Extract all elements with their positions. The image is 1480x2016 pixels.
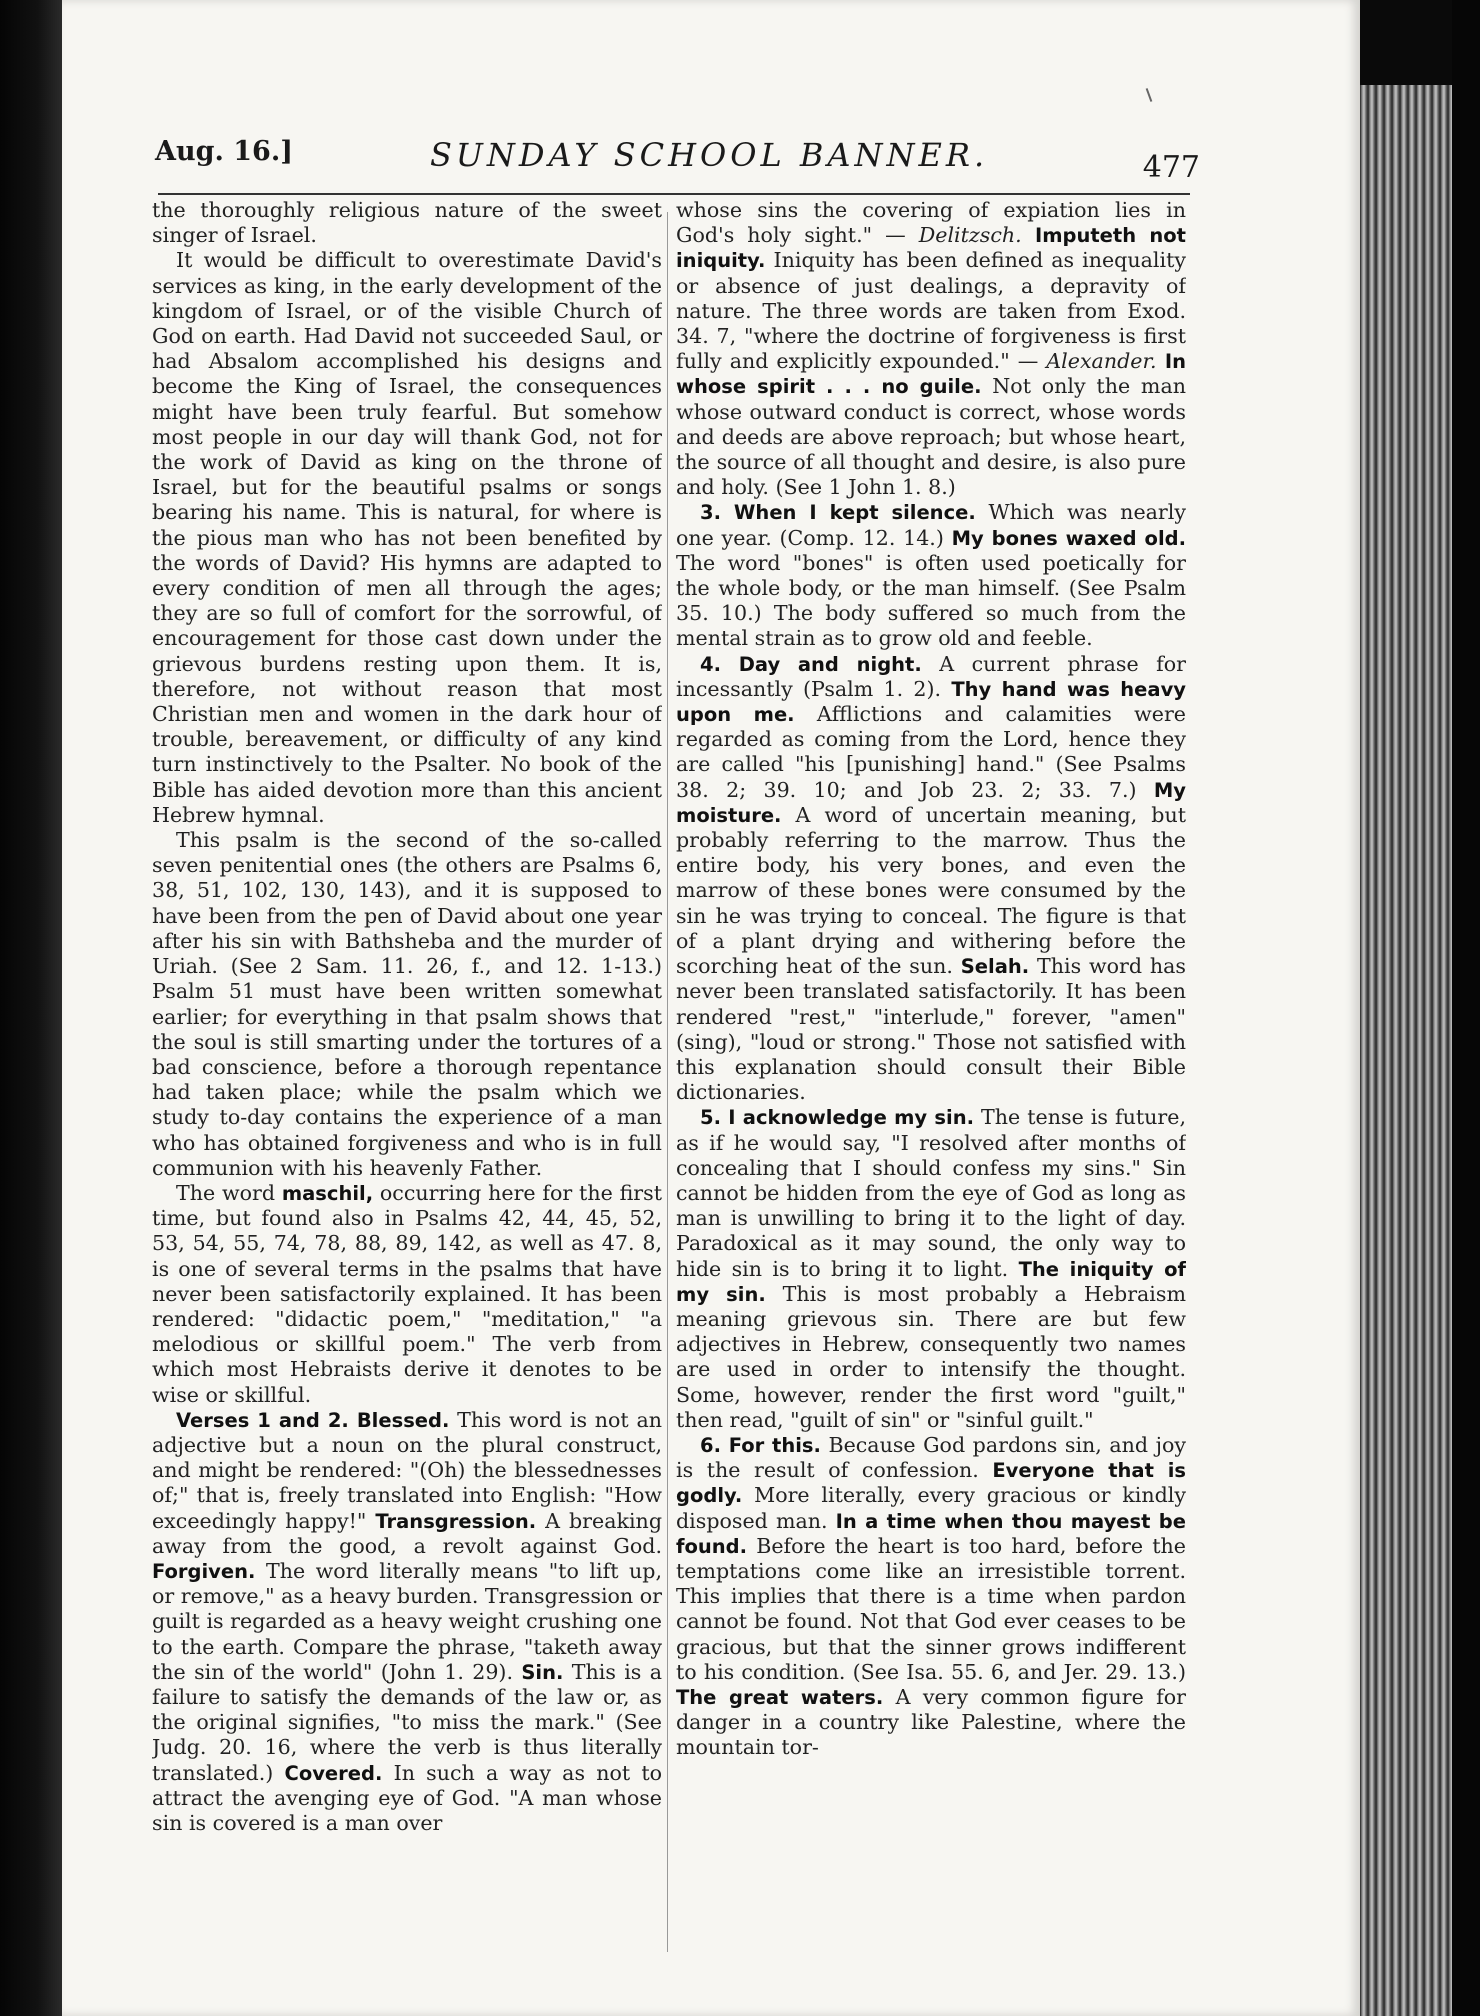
- paragraph: [676, 500, 1186, 651]
- paragraph-text: Iniquity has been defined as inequality or absence of just dealings, a depravity of nature. The three words are taken from Exod. 34. 7, "where the doctrine of forgiveness is first fully and explicitly expounded." —: [676, 248, 1186, 374]
- column-divider: [667, 212, 668, 1952]
- paragraph-text: The word: [176, 1180, 282, 1205]
- paragraph-text: Not only the man whose outward conduct is correct, whose words and deeds are above reproach; but whose heart, the source of all thought and desire, is also pure and holy. (See 1 John 1. 8.): [676, 374, 1186, 500]
- bold-term: In a time when thou mayest be found.: [676, 1509, 1186, 1558]
- bold-term: The iniquity of my sin.: [676, 1257, 1186, 1306]
- header-rule: [158, 193, 1190, 195]
- bold-term: Sin.: [521, 1660, 564, 1684]
- paragraph-text: The word literally means "to lift up, or remove," as a heavy burden. Transgression or guilt is regarded as a heavy weight crushing one to the earth. Compare the phrase, "taketh away the sin of the world" (John 1. 29).: [152, 1558, 662, 1684]
- paragraph: [676, 652, 1186, 1106]
- paragraph-text: The tense is future, as if he would say, "I resolved after months of concealing that I should confess my sins." Sin cannot be hidden from the eye of God as long as man is unwilling to bring it to the light of day. Paradoxical as it may sound, the only way to hide sin is to bring it to light.: [676, 1105, 1186, 1281]
- verse-heading: 6. For this.: [700, 1433, 821, 1457]
- bold-term: maschil,: [281, 1181, 374, 1205]
- paragraph-text: occurring here for the first time, but found also in Psalms 42, 44, 45, 52, 53, 54, 55, 74, 78, 88, 89, 142, as well as 47. 8, is one of several terms in the psalms that have never been satisfactorily explained. It has been rendered: "didactic poem," "meditation," "a melodious or skillful poem." The verb from which most Hebraists derive it denotes to be wise or skillful.: [152, 1180, 662, 1407]
- paragraph-text: This word is not an adjective but a noun on the plural construct, and might be rendered: "(Oh) the blessednesses of;" that is, freely translated into English: "How exceedingly happy!": [152, 1407, 662, 1533]
- paragraph-text: Which was nearly one year. (Comp. 12. 14.): [676, 500, 1186, 550]
- running-header: [155, 128, 1200, 200]
- paragraph-text: The word "bones" is often used poetically for the whole body, or the man himself. (See Psalm 35. 10.) The body suffered so much from the mental strain as to grow old and feeble.: [676, 550, 1186, 651]
- paragraph-text: Before the heart is too hard, before the temptations come like an irresistible torrent. This implies that there is a time when pardon cannot be found. Not that God ever ceases to be gracious, but that the sinner grows indifferent to his condition. (See Isa. 55. 6, and Jer. 29. 13.): [676, 1533, 1186, 1684]
- bold-term: Transgression.: [375, 1509, 537, 1533]
- paragraph-text: A current phrase for incessantly (Psalm 1. 2).: [676, 651, 1186, 701]
- bold-term: Forgiven.: [152, 1559, 256, 1583]
- bold-term: In whose spirit . . . no guile.: [676, 350, 1186, 399]
- paragraph: [152, 1181, 662, 1408]
- paragraph: [676, 1105, 1186, 1433]
- paragraph-text: This word has never been translated satisfactorily. It has been rendered "rest," "interlude," forever, "amen" (sing), "loud or strong." Those not satisfied with this explanation should consult their Bible dictionaries.: [676, 954, 1186, 1105]
- bold-term: Imputeth not iniquity.: [676, 224, 1186, 273]
- right-background: [1452, 0, 1480, 2016]
- author-citation: Delitzsch.: [918, 223, 1022, 248]
- paragraph-text: A word of uncertain meaning, but probably referring to the marrow. Thus the entire body, his very bones, and even the marrow of these bones were consumed by the sin he was trying to conceal. The figure is that of a plant drying and withering before the scorching heat of the sun.: [676, 802, 1186, 979]
- paragraph-text: A breaking away from the good, a revolt against God.: [152, 1508, 662, 1558]
- bold-term: Selah.: [960, 955, 1030, 979]
- page-number: 477: [1142, 150, 1200, 185]
- paragraph-text: This is a failure to satisfy the demands of the law or, as the original signifies, "to miss the mark." (See Judg. 20. 16, where the verb is thus literally translated.): [152, 1659, 662, 1785]
- paragraph-text: In such a way as not to attract the avenging eye of God. "A man whose sin is covered is a man over: [152, 1760, 662, 1835]
- verse-heading: Verses 1 and 2. Blessed.: [176, 1408, 450, 1432]
- paragraph-text: This is most probably a Hebraism meaning grievous sin. There are but few adjectives in Hebrew, consequently two names are used in order to intensify the thought. Some, however, render the first word "guilt," then read, "guilt of sin" or "sinful guilt.": [676, 1281, 1186, 1432]
- header-date: Aug. 16.]: [155, 136, 294, 167]
- verse-heading: 3. When I kept silence.: [700, 501, 976, 525]
- header-title: SUNDAY SCHOOL BANNER.: [430, 136, 989, 174]
- right-column: [676, 198, 1186, 1963]
- bold-term: My moisture.: [676, 778, 1186, 827]
- bold-term: Everyone that is godly.: [676, 1459, 1186, 1508]
- bold-term: The great waters.: [676, 1685, 884, 1709]
- verse-heading: 4. Day and night.: [700, 652, 922, 676]
- paragraph: This psalm is the second of the so-called seven penitential ones (the others are Psalms 6, 38, 51, 102, 130, 143), and it is supposed to have been from the pen of David about one year after his sin with Bathsheba and the murder of Uriah. (See 2 Sam. 11. 26, f., and 12. 1-13.) Psalm 51 must have been written somewhat earlier; for everything in that psalm shows that the soul is still smarting under the tortures of a bad conscience, before a thorough repentance had taken place; while the psalm which we study to-day contains the experience of a man who has obtained forgiveness and who is in full communion with his heavenly Father.: [152, 828, 662, 1180]
- paragraph-text: More literally, every gracious or kindly disposed man.: [676, 1483, 1186, 1533]
- left-column: [152, 198, 662, 1963]
- paragraph: It would be difficult to overestimate David's services as king, in the early development of the kingdom of Israel, or of the visible Church of God on earth. Had David not succeeded Saul, or had Absalom accomplished his designs and become the King of Israel, the consequences might have been truly fearful. But somehow most people in our day will thank God, not for the work of David as king on the throne of Israel, but for the beautiful psalms or songs bearing his name. This is natural, for where is the pious man who has not been benefited by the words of David? His hymns are adapted to every condition of men all through the ages; they are so full of comfort for the sorrowful, of encouragement for those cast down under the grievous burdens resting upon them. It is, therefore, not without reason that most Christian men and women in the dark hour of trouble, bereavement, or difficulty of any kind turn instinctively to the Psalter. No book of the Bible has aided devotion more than this ancient Hebrew hymnal.: [152, 248, 662, 827]
- bold-term: Covered.: [284, 1761, 383, 1785]
- paragraph: [676, 1433, 1186, 1761]
- paragraph-text: A very common figure for danger in a country like Palestine, where the mountain tor-: [676, 1684, 1186, 1760]
- left-page-gutter: [0, 0, 62, 2016]
- paragraph: [152, 1408, 662, 1836]
- paragraph-text: Because God pardons sin, and joy is the result of confession.: [676, 1432, 1186, 1483]
- author-citation: Alexander.: [1046, 349, 1157, 374]
- paragraph-text: Afflictions and calamities were regarded as coming from the Lord, hence they are called "his [punishing] hand." (See Psalms 38. 2; 39. 10; and Job 23. 2; 33. 7.): [676, 702, 1186, 802]
- bold-term: Thy hand was heavy upon me.: [676, 677, 1186, 727]
- page-edges: [1360, 85, 1452, 2016]
- paragraph-text: whose sins the covering of expiation lies in God's holy sight." —: [676, 198, 1186, 248]
- paragraph: [676, 198, 1186, 500]
- paragraph: the thoroughly religious nature of the sweet singer of Israel.: [152, 198, 662, 248]
- verse-heading: 5. I acknowledge my sin.: [700, 1106, 975, 1130]
- bold-term: My bones waxed old.: [951, 526, 1186, 550]
